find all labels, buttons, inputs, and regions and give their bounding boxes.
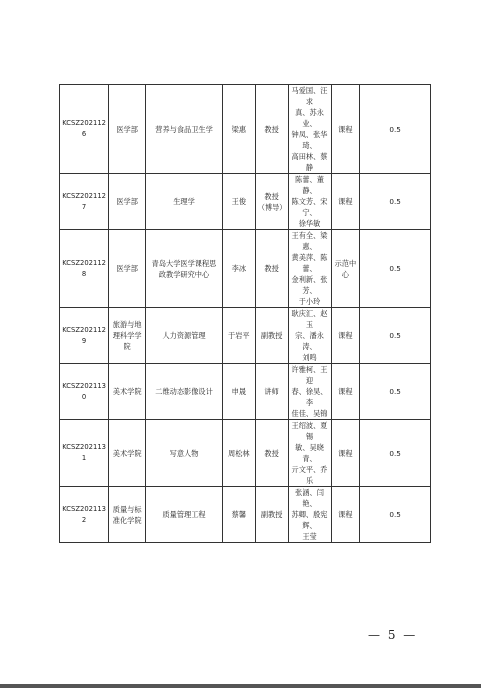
department-cell: 旅游与地理科学学院 xyxy=(109,308,146,364)
project-name-cell: 写意人物 xyxy=(146,420,223,487)
leader-title-cell: 教授（博导） xyxy=(255,174,288,230)
project-name-cell: 人力资源管理 xyxy=(146,308,223,364)
leader-cell: 蔡馨 xyxy=(222,487,255,543)
members-cell xyxy=(288,364,331,420)
member-line: 佳佳、吴锦 xyxy=(291,409,328,418)
members-cell xyxy=(288,230,331,308)
member-line: 张涵、闫艳、 xyxy=(295,488,324,508)
project-id-cell: KCSZ2021131 xyxy=(60,420,109,487)
member-line: 刘鸣 xyxy=(302,353,317,362)
project-type-cell: 课程 xyxy=(331,420,360,487)
leader-title-cell: 教授 xyxy=(255,230,288,308)
members-cell xyxy=(288,308,331,364)
project-id-cell: KCSZ2021132 xyxy=(60,487,109,543)
member-line: 王绍波、夏锡 xyxy=(291,421,328,441)
leader-title-cell: 副教授 xyxy=(255,308,288,364)
project-type-cell: 课程 xyxy=(331,308,360,364)
project-id-cell: KCSZ2021129 xyxy=(60,308,109,364)
project-type-cell: 课程 xyxy=(331,85,360,174)
funding-cell: 0.5 xyxy=(360,308,431,364)
funding-cell: 0.5 xyxy=(360,487,431,543)
project-name-cell: 生理学 xyxy=(146,174,223,230)
leader-cell: 李冰 xyxy=(222,230,255,308)
member-line: 金利新、张芳、 xyxy=(291,275,328,295)
leader-cell: 梁惠 xyxy=(222,85,255,174)
project-id-cell: KCSZ2021127 xyxy=(60,174,109,230)
project-type-cell: 课程 xyxy=(331,364,360,420)
department-cell: 医学部 xyxy=(109,174,146,230)
table-row xyxy=(60,174,431,230)
project-type-cell: 示范中心 xyxy=(331,230,360,308)
member-line: 王有全、梁惠、 xyxy=(291,231,328,251)
members-cell xyxy=(288,85,331,174)
project-type-cell: 课程 xyxy=(331,174,360,230)
funding-cell: 0.5 xyxy=(360,85,431,174)
table-row xyxy=(60,420,431,487)
member-line: 钟凤、张华琦、 xyxy=(291,130,328,150)
funding-cell: 0.5 xyxy=(360,174,431,230)
department-cell: 医学部 xyxy=(109,85,146,174)
member-line: 亓文平、乔乐 xyxy=(291,465,328,485)
leader-title-cell: 教授 xyxy=(255,420,288,487)
member-line: 于小玲 xyxy=(298,297,321,306)
member-line: 许雅柯、王迎 xyxy=(291,365,328,385)
member-line: 真、苏永业、 xyxy=(295,108,324,128)
department-cell: 美术学院 xyxy=(109,420,146,487)
leader-title-cell: 副教授 xyxy=(255,487,288,543)
table-row xyxy=(60,308,431,364)
table-row xyxy=(60,230,431,308)
page-number: — 5 — xyxy=(368,628,418,642)
table-row xyxy=(60,85,431,174)
department-cell: 美术学院 xyxy=(109,364,146,420)
project-table xyxy=(59,84,431,543)
leader-cell: 于岩平 xyxy=(222,308,255,364)
member-line: 陈蕾、董静、 xyxy=(295,175,324,195)
leader-title-cell: 教授 xyxy=(255,85,288,174)
project-type-cell: 课程 xyxy=(331,487,360,543)
project-id-cell: KCSZ2021126 xyxy=(60,85,109,174)
member-line: 王莹 xyxy=(302,532,317,541)
member-line: 黄美萍、陈蕾、 xyxy=(291,253,328,273)
member-line: 耿庆汇、赵玉 xyxy=(291,309,328,329)
member-line: 高田林、蔡静 xyxy=(291,152,328,172)
member-line: 马爱国、汪求 xyxy=(291,86,328,106)
project-name-cell: 质量管理工程 xyxy=(146,487,223,543)
members-cell xyxy=(288,487,331,543)
table-row xyxy=(60,487,431,543)
leader-title-cell: 讲师 xyxy=(255,364,288,420)
project-name-cell: 青岛大学医学课程思政教学研究中心 xyxy=(146,230,223,308)
leader-cell: 周松林 xyxy=(222,420,255,487)
project-name-cell: 二维动态影像设计 xyxy=(146,364,223,420)
page-bottom-border xyxy=(0,684,481,688)
leader-cell: 申晟 xyxy=(222,364,255,420)
leader-cell: 王俊 xyxy=(222,174,255,230)
member-line: 敏、吴晓青、 xyxy=(295,443,324,463)
member-line: 宗、潘永涛、 xyxy=(295,331,324,351)
department-cell: 医学部 xyxy=(109,230,146,308)
project-id-cell: KCSZ2021128 xyxy=(60,230,109,308)
funding-cell: 0.5 xyxy=(360,364,431,420)
table-row xyxy=(60,364,431,420)
department-cell: 质量与标准化学院 xyxy=(109,487,146,543)
members-cell xyxy=(288,420,331,487)
funding-cell: 0.5 xyxy=(360,230,431,308)
project-id-cell: KCSZ2021130 xyxy=(60,364,109,420)
funding-cell: 0.5 xyxy=(360,420,431,487)
table-body xyxy=(60,85,431,543)
project-name-cell: 营养与食品卫生学 xyxy=(146,85,223,174)
members-cell xyxy=(288,174,331,230)
member-line: 陈文芳、宋宁、 xyxy=(291,197,328,217)
member-line: 苏卿、殷宪辉、 xyxy=(291,510,328,530)
member-line: 春、徐昊、李 xyxy=(291,387,328,407)
member-line: 徐华敏 xyxy=(298,219,321,228)
